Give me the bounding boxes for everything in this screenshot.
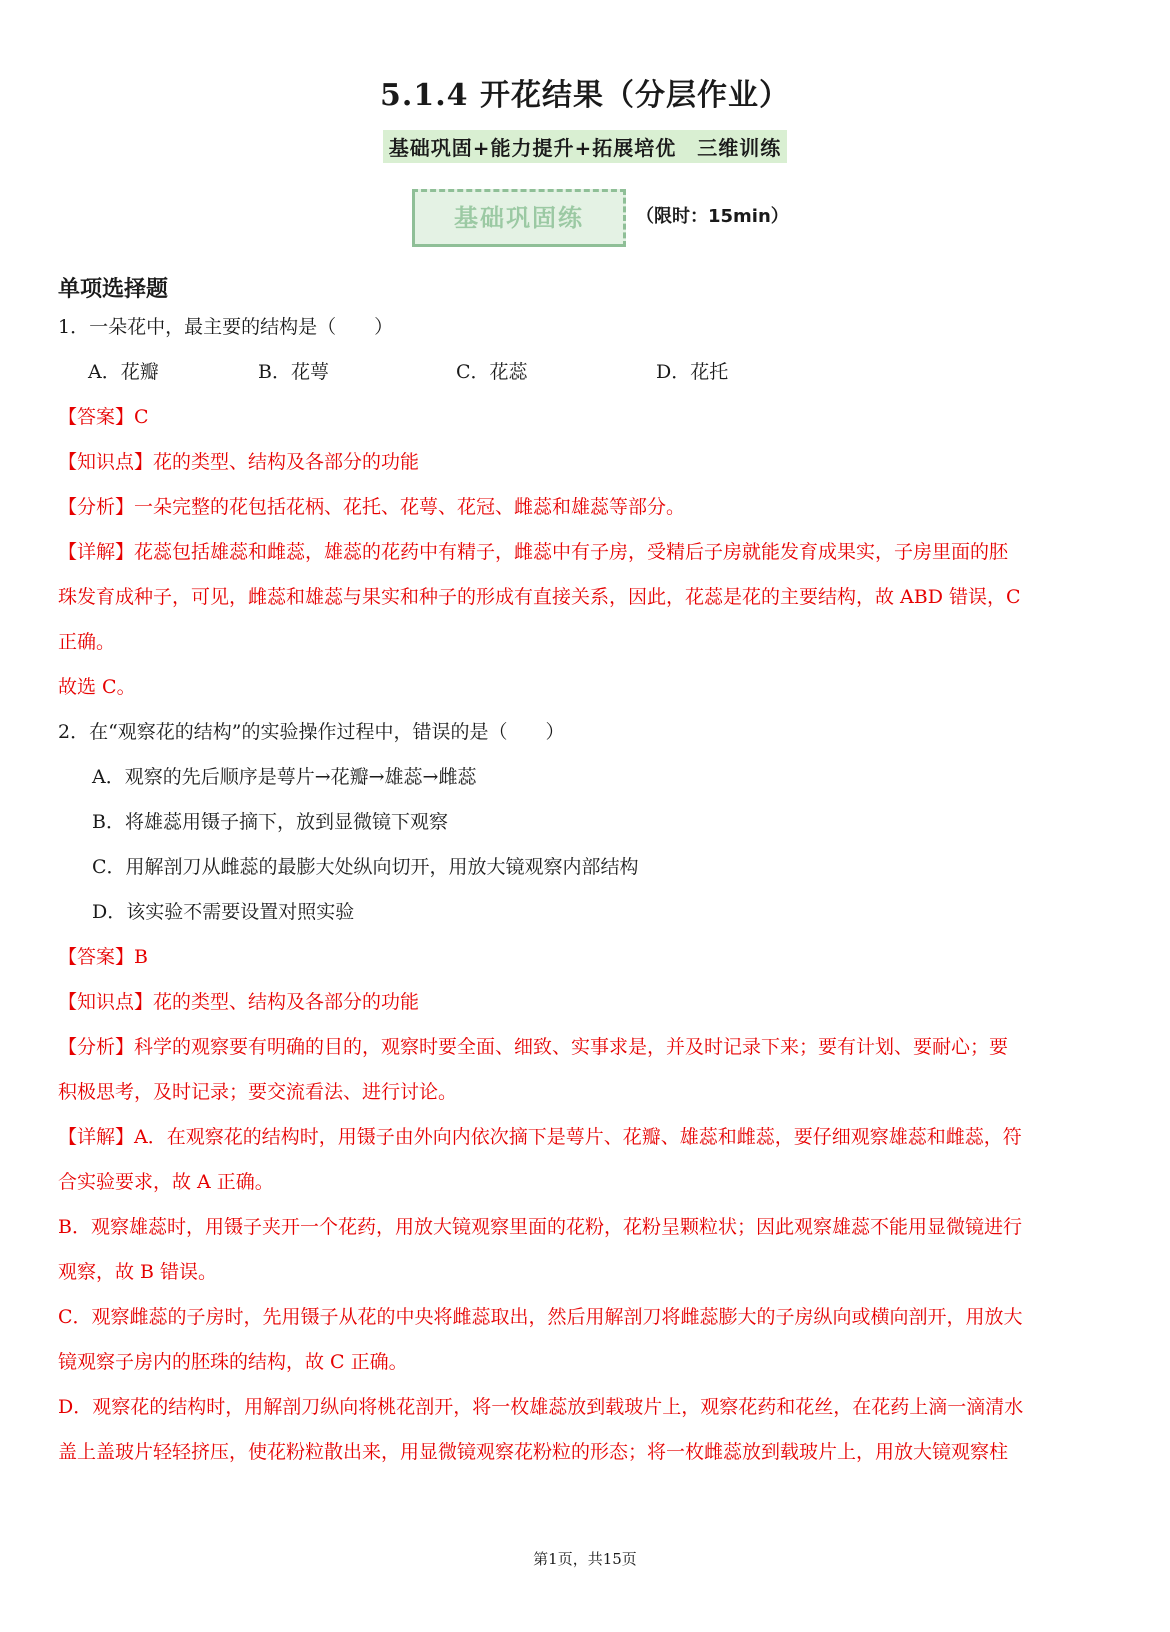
q1-option-b: B．花萼 (258, 361, 329, 383)
question-1: 1．一朵花中，最主要的结构是（ ） (58, 316, 394, 338)
q2-detail-line: 盖上盖玻片轻轻挤压，使花粉粒散出来，用显微镜观察花粉粒的形态；将一枚雌蕊放到载玻片上，用放大镜观察柱 (58, 1441, 1009, 1463)
subtitle: 基础巩固+能力提升+拓展培优 三维训练 (383, 130, 788, 163)
q2-option-d: D．该实验不需要设置对照实验 (92, 901, 355, 923)
q2-detail-line: B．观察雄蕊时，用镊子夹开一个花药，用放大镜观察里面的花粉，花粉呈颗粒状；因此观察雄蕊不能用显微镜进行 (58, 1216, 1022, 1238)
subtitle-row (0, 130, 1170, 163)
q2-detail-line: 合实验要求，故 A 正确。 (58, 1171, 274, 1193)
section-title: 单项选择题 (58, 277, 169, 302)
page-title: 5.1.4 开花结果（分层作业） (380, 78, 790, 113)
q1-option-d: D．花托 (656, 361, 729, 383)
q1-conclusion: 故选 C。 (58, 676, 136, 698)
section-stamp (412, 189, 626, 247)
q1-option-a: A．花瓣 (88, 361, 159, 383)
time-limit: （限时：15min） (636, 206, 789, 227)
q1-detail-line: 珠发育成种子，可见，雌蕊和雄蕊与果实和种子的形成有直接关系，因此，花蕊是花的主要结构，故 ABD 错误，C (58, 586, 1021, 608)
question-2: 2．在“观察花的结构”的实验操作过程中，错误的是（ ） (58, 721, 565, 743)
q1-knowledge: 【知识点】花的类型、结构及各部分的功能 (58, 451, 420, 473)
q2-detail-line: 镜观察子房内的胚珠的结构，故 C 正确。 (58, 1351, 408, 1373)
q2-option-a: A．观察的先后顺序是萼片→花瓣→雄蕊→雌蕊 (92, 766, 477, 788)
q1-answer: 【答案】C (58, 406, 149, 428)
q2-analysis-line: 【分析】科学的观察要有明确的目的，观察时要全面、细致、实事求是，并及时记录下来；要有计划、要耐心；要 (58, 1036, 1009, 1058)
q1-detail-line: 正确。 (58, 631, 116, 653)
q2-knowledge: 【知识点】花的类型、结构及各部分的功能 (58, 991, 420, 1013)
q2-option-c: C．用解剖刀从雌蕊的最膨大处纵向切开，用放大镜观察内部结构 (92, 856, 639, 878)
section-stamp-label: 基础巩固练 (454, 204, 584, 232)
q2-detail-line: D．观察花的结构时，用解剖刀纵向将桃花剖开，将一枚雄蕊放到载玻片上，观察花药和花丝，在花药上滴一滴清水 (58, 1396, 1024, 1418)
q2-answer: 【答案】B (58, 946, 148, 968)
q2-option-b: B．将雄蕊用镊子摘下，放到显微镜下观察 (92, 811, 448, 833)
q2-analysis-line: 积极思考，及时记录；要交流看法、进行讨论。 (58, 1081, 458, 1103)
q2-detail-line: 【详解】A．在观察花的结构时，用镊子由外向内依次摘下是萼片、花瓣、雄蕊和雌蕊，要仔细观察雄蕊和雌蕊，符 (58, 1126, 1022, 1148)
q2-detail-line: 观察，故 B 错误。 (58, 1261, 218, 1283)
q2-detail-line: C．观察雌蕊的子房时，先用镊子从花的中央将雌蕊取出，然后用解剖刀将雌蕊膨大的子房纵向或横向剖开，用放大 (58, 1306, 1023, 1328)
q1-analysis: 【分析】一朵完整的花包括花柄、花托、花萼、花冠、雌蕊和雄蕊等部分。 (58, 496, 686, 518)
q1-option-c: C．花蕊 (456, 361, 528, 383)
page-footer: 第1页，共15页 (533, 1550, 637, 1568)
q1-detail-line: 【详解】花蕊包括雄蕊和雌蕊，雄蕊的花药中有精子，雌蕊中有子房，受精后子房就能发育成果实，子房里面的胚 (58, 541, 1009, 563)
